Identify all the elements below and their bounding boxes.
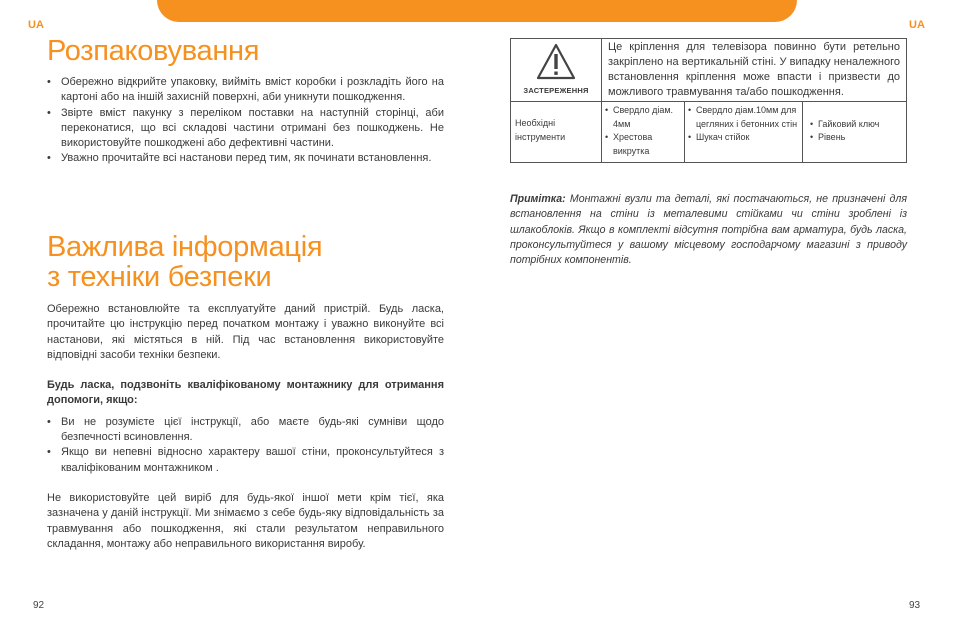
language-label-left: UA <box>28 19 44 31</box>
tools-column-2 <box>685 102 803 163</box>
warning-text: Це кріплення для телевізора повинно бути ретельно закріплено на вертикальній стіні. У випадку неналежного встановлення кріплення може впасти і призвести до можливого травмування та/або пошкодження. <box>602 39 907 102</box>
section-title-safety-line1: Важлива інформація <box>47 231 323 263</box>
unpacking-list <box>47 75 444 167</box>
list-item: • Уважно прочитайте всі настанови перед тим, як починати встановлення. <box>47 151 444 166</box>
safety-intro: Обережно встановлюйте та експлуатуйте даний пристрій. Будь ласка, прочитайте цю інструкцію перед початком монтажу і уважно виконуйте всі настанови, які містяться в ній. Під час встановлення використовуйте відповідні засоби техніки безпеки. <box>47 303 444 361</box>
tool-item: • Шукач стійок <box>687 131 800 145</box>
disclaimer-paragraph: Не використовуйте цей виріб для будь-якої іншої мети крім тієї, яка зазначена у даній інструкції. Ми знімаємо з себе будь-яку відповідальність за травмування або пошкодження, які стали результатом неправильного складання, монтажу або неправильного використання виробу. <box>47 491 444 550</box>
note-label: Примітка: <box>510 193 566 205</box>
list-item: • Ви не розумієте цієї інструкції, або маєте будь-які сумніви щодо безпечності всиновлення. <box>47 415 444 446</box>
section-title-unpacking: Розпаковування <box>47 35 260 67</box>
language-label-right: UA <box>909 19 925 31</box>
list-item: • Обережно відкрийте упаковку, вийміть вміст коробки і розкладіть його на картоні або на іншій захисній поверхні, аби уникнути пошкодження. <box>47 75 444 106</box>
tool-item: • Рівень <box>809 131 904 145</box>
page-number-right: 93 <box>909 600 921 611</box>
list-item: • Звірте вміст пакунку з переліком поставки на наступній сторінці, аби переконатися, що всі складові частини отримані без пошкоджень. Не використовуйте пошкоджені або дефективні частини. <box>47 106 444 152</box>
tools-column-3 <box>803 102 907 163</box>
call-installer-heading: Будь ласка, подзвоніть кваліфікованому монтажнику для отримання допомоги, якщо: <box>47 379 444 407</box>
note-paragraph <box>510 192 907 268</box>
warning-label: ЗАСТЕРЕЖЕННЯ <box>523 86 589 95</box>
call-installer-list <box>47 415 444 476</box>
warning-icon-cell <box>511 39 602 102</box>
section-safety <box>47 232 444 552</box>
warning-table <box>510 38 907 163</box>
warning-triangle-icon <box>536 43 576 84</box>
tool-item: • Свердло діам.10мм для цегляних і бетонних стін <box>687 104 800 131</box>
tools-label: Необхідні інструменти <box>511 102 602 163</box>
note-text: Монтажні вузли та деталі, які постачаються, не призначені для встановлення на стіни із металевими стійками чи стіни зроблені із шлакоблоків. Якщо в комплекті відсутня потрібна вам арматура, будь ласка, проконсультуйтеся у вашому місцевому господарчому магазині з приводу потрібних компонентів. <box>510 193 907 267</box>
section-title-safety-line2: з техніки безпеки <box>47 261 272 293</box>
tool-item: • Свердло діам. 4мм <box>604 104 682 131</box>
section-unpacking <box>47 36 444 167</box>
list-item: • Якщо ви непевні відносно характеру вашої стіни, проконсультуйтеся з кваліфікованим монтажником . <box>47 445 444 476</box>
tools-column-1 <box>602 102 685 163</box>
tool-item: • Гайковий ключ <box>809 118 904 132</box>
header-accent-bar <box>157 0 797 22</box>
page-number-left: 92 <box>33 600 45 611</box>
tool-item: • Хрестова викрутка <box>604 131 682 158</box>
